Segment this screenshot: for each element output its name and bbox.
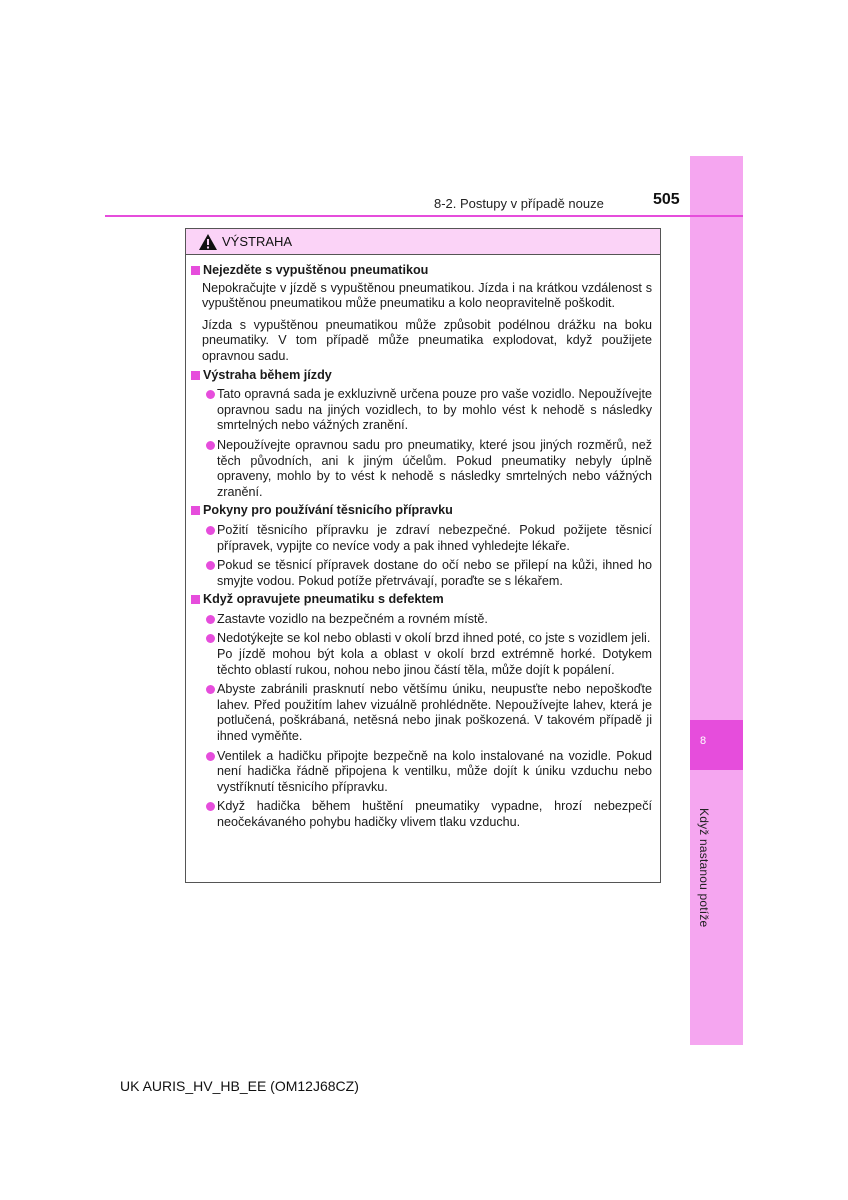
section-heading: Nejezděte s vypuštěnou pneumatikou [191, 263, 652, 279]
header-section-title: 8-2. Postupy v případě nouze [434, 196, 604, 211]
square-bullet-icon [191, 371, 200, 380]
list-item: Tato opravná sada je exkluzivně určena pouze pro vaše vozidlo. Nepoužívejte opravnou sadu na jiných vozidlech, to by mohlo vést k nehodě s následky smrtelných nebo vážných zranění. [191, 387, 652, 434]
footer-document-code: UK AURIS_HV_HB_EE (OM12J68CZ) [120, 1078, 359, 1094]
list-item-continuation: Po jízdě mohou být kola a oblast v okolí brzd extrémně horké. Dotykem těchto oblastí rukou, nohou nebo jinou částí těla, může dojít k popálení. [217, 647, 652, 677]
list-item: Nepoužívejte opravnou sadu pro pneumatiky, které jsou jiných rozměrů, než těch původních, ani k jiným účelům. Pokud pneumatiky nebyly úplně opraveny, mohlo by to vést k nehodě s následky smrtelných nebo vážných zranění. [191, 438, 652, 500]
page-number: 505 [653, 191, 680, 208]
header-rule [105, 215, 743, 217]
square-bullet-icon [191, 506, 200, 515]
list-item: Pokud se těsnicí přípravek dostane do očí nebo se přilepí na kůži, ihned ho smyjte vodou. Pokud potíže přetrvávají, poraďte se s lékařem. [191, 558, 652, 589]
warning-body [186, 255, 660, 831]
list-item: Zastavte vozidlo na bezpečném a rovném místě. [191, 612, 652, 628]
square-bullet-icon [191, 595, 200, 604]
section-heading: Pokyny pro používání těsnicího přípravku [191, 503, 652, 519]
chapter-title: Když nastanou potíže [697, 808, 711, 928]
section-heading: Když opravujete pneumatiku s defektem [191, 592, 652, 608]
list-item: Požití těsnicího přípravku je zdraví nebezpečné. Pokud požijete těsnicí přípravek, vypijte co nevíce vody a pak ihned vyhledejte lékaře. [191, 523, 652, 554]
warning-header [186, 229, 660, 255]
list-item: Nedotýkejte se kol nebo oblasti v okolí brzd ihned poté, co jste s vozidlem jeli. [191, 631, 652, 647]
chapter-number: 8 [700, 735, 707, 747]
paragraph: Nepokračujte v jízdě s vypuštěnou pneumatikou. Jízda i na krátkou vzdálenost s vypuštěnou pneumatikou může pneumatiku a kolo neopravitelně poškodit. [202, 280, 652, 311]
warning-title: VÝSTRAHA [222, 234, 293, 249]
list-item: Když hadička během huštění pneumatiky vypadne, hrozí nebezpečí neočekávaného pohybu hadičky vlivem tlaku vzduchu. [191, 799, 652, 830]
square-bullet-icon [191, 266, 200, 275]
chapter-tab [690, 720, 743, 770]
section-heading: Výstraha během jízdy [191, 368, 652, 384]
list-item: Ventilek a hadičku připojte bezpečně na kolo instalované na vozidle. Pokud není hadička řádně připojena k ventilku, může dojít k úniku vzduchu nebo vystříknutí těsnicího přípravku. [191, 749, 652, 796]
warning-triangle-icon [198, 233, 218, 251]
warning-box [185, 228, 661, 883]
list-item: Abyste zabránili prasknutí nebo většímu úniku, neupusťte nebo nepoškoďte lahev. Před použitím lahev vizuálně prohlédněte. Nepoužívejte lahev, která je potlučená, poškrábaná, netěsná nebo jinak poškozená. V takovém případě ji ihned vyměňte. [191, 682, 652, 744]
paragraph: Jízda s vypuštěnou pneumatikou může způsobit podélnou drážku na boku pneumatiky. V tom případě může pneumatika explodovat, když použijete opravnou sadu. [202, 317, 652, 363]
